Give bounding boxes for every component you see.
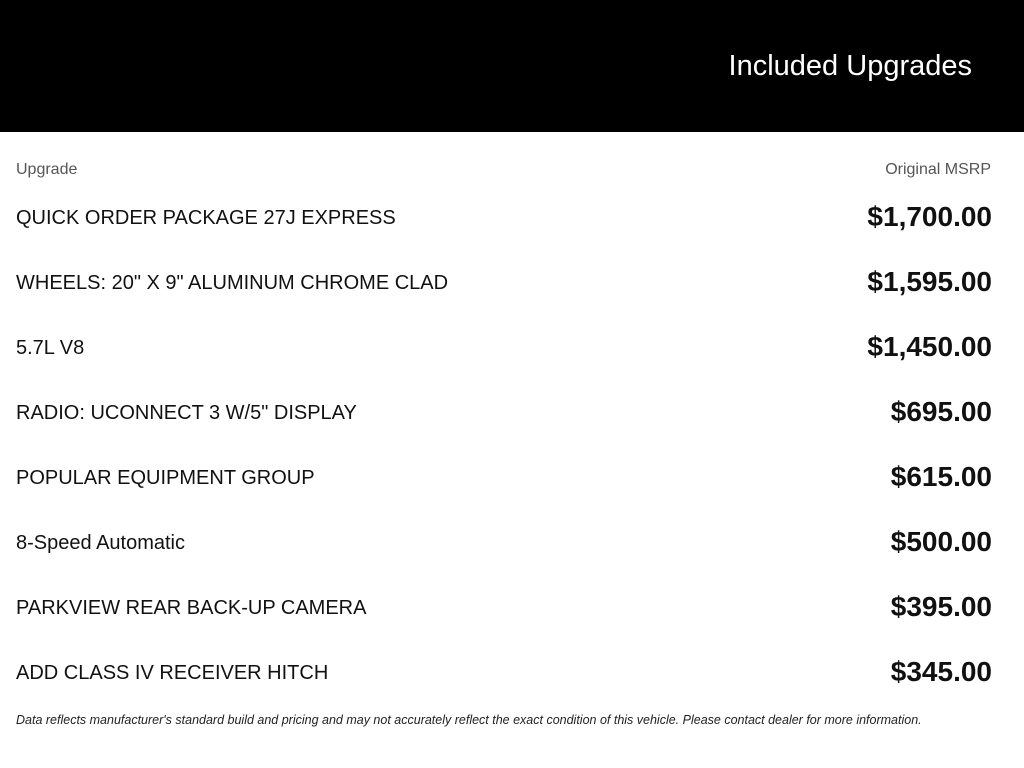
upgrade-price: $345.00 (890, 656, 992, 687)
upgrade-name: 8-Speed Automatic (16, 532, 185, 554)
upgrade-row (0, 315, 1024, 380)
upgrade-name: WHEELS: 20" X 9" ALUMINUM CHROME CLAD (16, 272, 449, 294)
upgrade-name: POPULAR EQUIPMENT GROUP (16, 467, 315, 489)
upgrade-row (0, 510, 1024, 575)
upgrade-name: QUICK ORDER PACKAGE 27J EXPRESS (16, 207, 396, 229)
upgrade-row (0, 185, 1024, 250)
column-header-original-msrp: Original MSRP (885, 161, 991, 178)
upgrade-row (0, 250, 1024, 315)
upgrade-row (0, 640, 1024, 705)
column-header-upgrade: Upgrade (16, 161, 78, 178)
page-title: Included Upgrades (728, 50, 972, 82)
header-banner (0, 0, 1024, 132)
upgrade-name: 5.7L V8 (16, 337, 85, 359)
upgrade-row (0, 380, 1024, 445)
upgrade-price: $1,595.00 (867, 266, 992, 297)
upgrades-list (0, 185, 1024, 705)
upgrade-price: $1,450.00 (867, 331, 992, 362)
upgrade-price: $1,700.00 (867, 201, 992, 232)
upgrade-name: ADD CLASS IV RECEIVER HITCH (16, 662, 329, 684)
disclaimer-text: Data reflects manufacturer's standard build and pricing and may not accurately reflect the exact condition of this vehicle. Please contact dealer for more information. (16, 713, 922, 727)
upgrade-price: $395.00 (890, 591, 992, 622)
upgrade-row (0, 445, 1024, 510)
upgrade-price: $500.00 (890, 526, 992, 557)
upgrade-name: RADIO: UCONNECT 3 W/5" DISPLAY (16, 402, 357, 424)
upgrade-row (0, 575, 1024, 640)
upgrade-name: PARKVIEW REAR BACK-UP CAMERA (16, 597, 367, 619)
upgrade-price: $695.00 (890, 396, 992, 427)
upgrade-price: $615.00 (890, 461, 992, 492)
